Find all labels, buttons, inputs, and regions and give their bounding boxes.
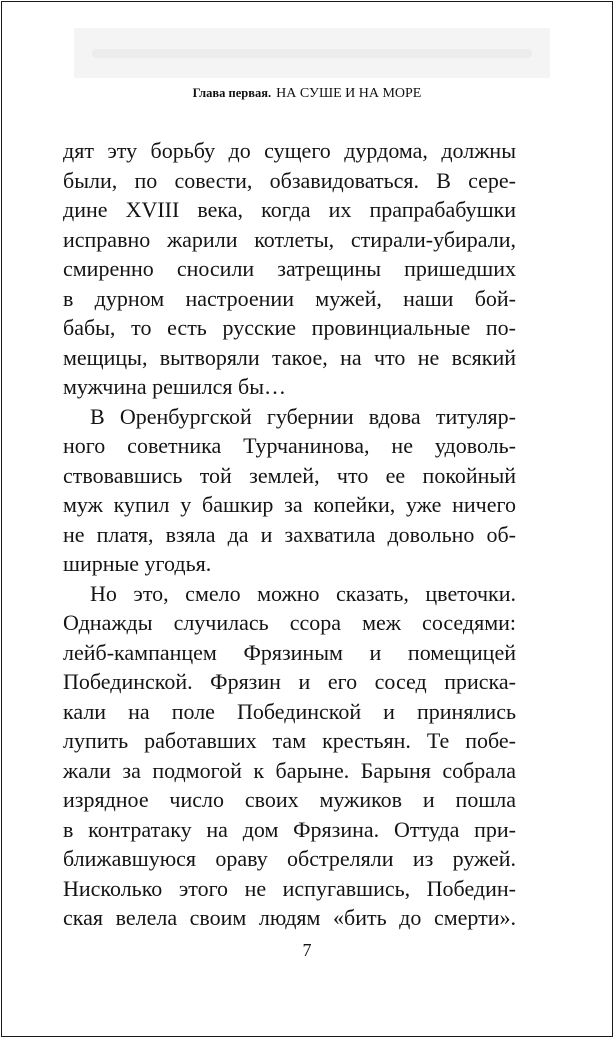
text-line: мужчина решился бы… [63,374,286,399]
text-line: смиренно сносили затрещины пришедших [63,256,516,281]
chapter-label: Глава первая. [192,86,272,100]
text-line: были, по совести, обзавидоваться. В сере- [63,167,516,193]
running-head [2,86,612,102]
book-page [1,1,613,1037]
text-line: ного советника Турчанинова, не удоволь- [63,433,516,458]
blurred-header-overlay [74,28,550,78]
text-line: в контратаку на дом Фрязина. Оттуда при- [63,816,516,842]
text-line: Побединской. Фрязин и его сосед приска- [63,669,516,694]
text-line: В Оренбургской губернии вдова титуляр- [90,403,516,429]
text-line: кали на поле Побединской и принялись [63,698,516,724]
text-line: Нисколько этого не испугавшись, Победин- [63,875,516,901]
text-line: дине XVIII века, когда их прапрабабушки [63,197,516,222]
text-line: муж купил у башкир за копейки, уже ничего [63,492,516,517]
text-line: не платя, взяла да и захватила довольно об- [63,521,516,547]
text-line: бабы, то есть русские провинциальные по- [63,315,516,340]
paragraph-2 [63,402,516,579]
text-line: ская велела своим людям «бить до смерти». [63,905,516,930]
text-line: дят эту борьбу до сущего дурдома, должны [63,138,516,163]
text-line: ширные угодья. [63,551,212,576]
text-line: Однажды случилась ссора меж соседями: [63,610,516,635]
chapter-title: НА СУШЕ И НА МОРЕ [276,86,422,101]
page-number: 7 [302,940,312,960]
text-line: жали за подмогой к барыне. Барыня собрала [63,757,516,783]
paragraph-3 [63,579,516,933]
text-line: изрядное число своих мужиков и пошла [63,787,516,812]
paragraph-1 [63,136,516,402]
text-line: исправно жарили котлеты, стирали-убирали, [63,226,516,252]
text-line: ствовавшись той землей, что ее покойный [63,462,516,488]
text-line: лупить работавших там крестьян. Те побе- [63,728,516,753]
text-line: Но это, смело можно сказать, цветочки. [90,580,516,606]
text-line: в дурном настроении мужей, наши бой- [63,285,516,311]
body-text [63,136,516,933]
text-line: ближавшуюся ораву обстреляли из ружей. [63,846,516,871]
text-line: мещицы, вытворяли такое, на что не всякий [63,344,516,370]
text-line: лейб-кампанцем Фрязиным и помещицей [63,639,516,665]
blurred-header-text [92,49,532,58]
